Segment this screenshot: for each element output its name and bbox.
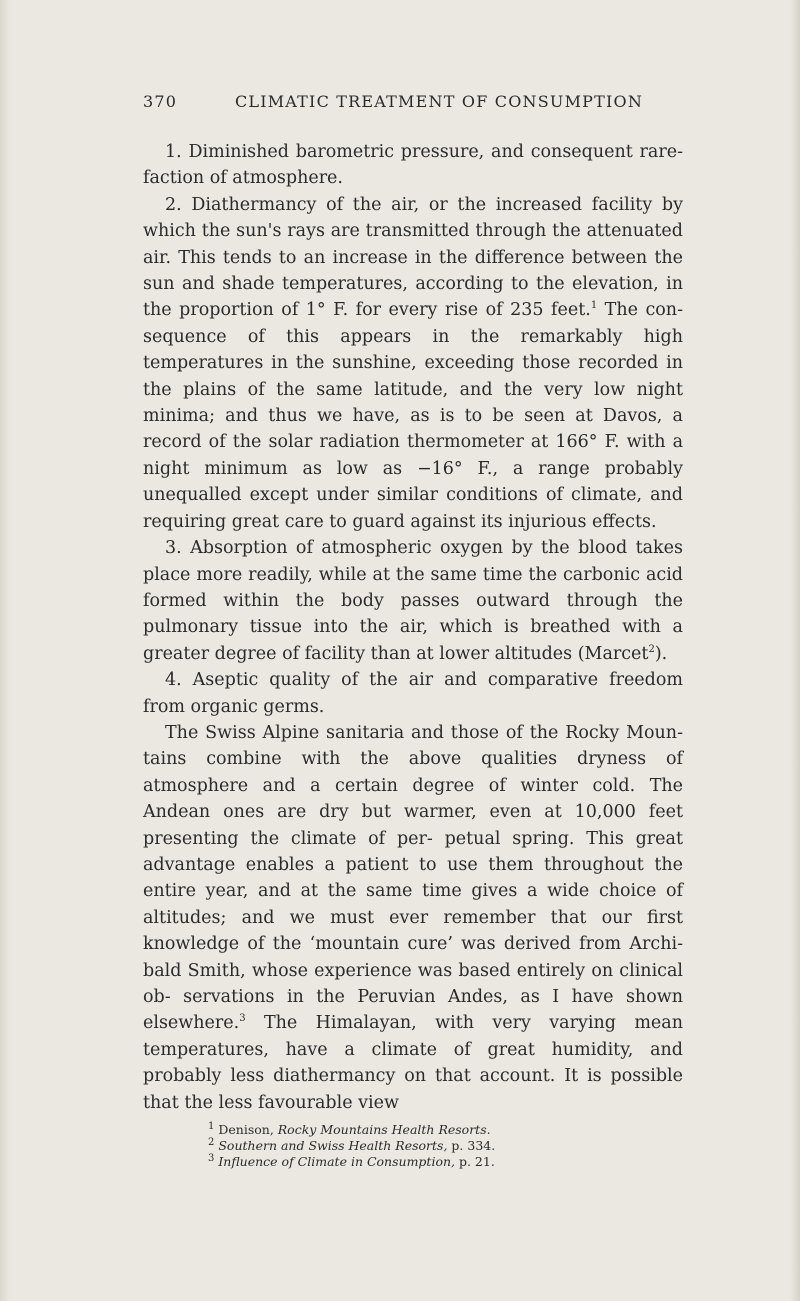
paragraph-4: 4. Aseptic quality of the air and comparative freedom from organic germs. — [143, 670, 683, 717]
page-number: 370 — [143, 92, 178, 111]
footnote-title: Rocky Mountains Health Resorts. — [277, 1122, 491, 1138]
footnote-page: p. 334. — [447, 1138, 496, 1154]
footnote-mark: 3 — [208, 1152, 215, 1164]
running-header — [143, 92, 683, 111]
footnote-2 — [143, 1138, 683, 1154]
footnote-ref-1: 1 — [590, 300, 598, 312]
paragraph-2-text-b: The con- sequence of this appears in the remarkably high temperatures in the sunshine, exceeding those recorded in the plains of the same latitude, and the very low night minima; and thus we have, as is to be seen at Davos, a record of the solar radiation thermometer at 166° F. with a night minimum as low as −16° F., a range probably unequalled except under similar conditions of climate, and requiring great care to guard against its injurious effects. — [143, 300, 683, 532]
footnote-1 — [143, 1122, 683, 1138]
footnote-ref-2: 2 — [648, 643, 655, 655]
footnote-mark: 1 — [208, 1120, 215, 1132]
paragraph-1: 1. Diminished barometric pressure, and consequent rare- faction of atmosphere. — [143, 142, 683, 189]
book-page — [143, 92, 683, 1170]
paragraph-5 — [143, 720, 683, 1116]
footnote-title: Southern and Swiss Health Resorts, — [218, 1138, 448, 1154]
paragraph-3-text-b: ). — [654, 643, 668, 664]
book-spine-shadow — [0, 0, 14, 1301]
paragraph-3-text-a: 3. Absorption of atmospheric oxygen by the blood takes place more readily, while at the same time the carbonic acid formed within the body passes outward through the pulmonary tissue into the air, which is breathed with a greater degree of facility than at lower altitudes (Marcet — [143, 538, 683, 664]
footnote-title: Influence of Climate in Consumption, — [218, 1154, 455, 1170]
footnote-ref-3: 3 — [239, 1013, 246, 1025]
paragraph-5-text-a: The Swiss Alpine sanitaria and those of the Rocky Moun- tains combine with the above qualities dryness of atmosphere and a certain degree of winter cold. The Andean ones are dry but warmer, even at 10,000 feet presenting the climate of per- petual spring. This great advantage enables a patient to use them throughout the entire year, and at the same time gives a wide choice of altitudes; and we must ever remember that our first knowledge of the ‘mountain cure’ was derived from Archi- bald Smith, whose experience was based entirely on clinical ob- servations in the Peruvian Andes, as I have shown elsewhere. — [143, 722, 683, 1034]
paragraph-2-text-a: 2. Diathermancy of the air, or the increased facility by which the sun's rays are transmitted through the attenuated air. This tends to an increase in the difference between the sun and shade temperatures, according to the elevation, in the proportion of 1° F. for every rise of 235 feet. — [143, 194, 683, 321]
paragraph-3 — [143, 535, 683, 667]
page-edge-shadow — [790, 0, 800, 1301]
footnote-3 — [143, 1154, 683, 1170]
running-title: CLIMATIC TREATMENT OF CONSUMPTION — [234, 92, 644, 111]
paragraph-5-text-b: The Himalayan, with very varying mean temperatures, have a climate of great humidity, and probably less diathermancy on that account. It is possible that the less favourable view — [143, 1013, 683, 1113]
footnote-mark: 2 — [208, 1136, 215, 1148]
footnotes — [143, 1122, 683, 1170]
footnote-author: Denison, — [218, 1122, 278, 1138]
paragraph-2 — [143, 192, 683, 535]
footnote-page: p. 21. — [455, 1154, 495, 1170]
